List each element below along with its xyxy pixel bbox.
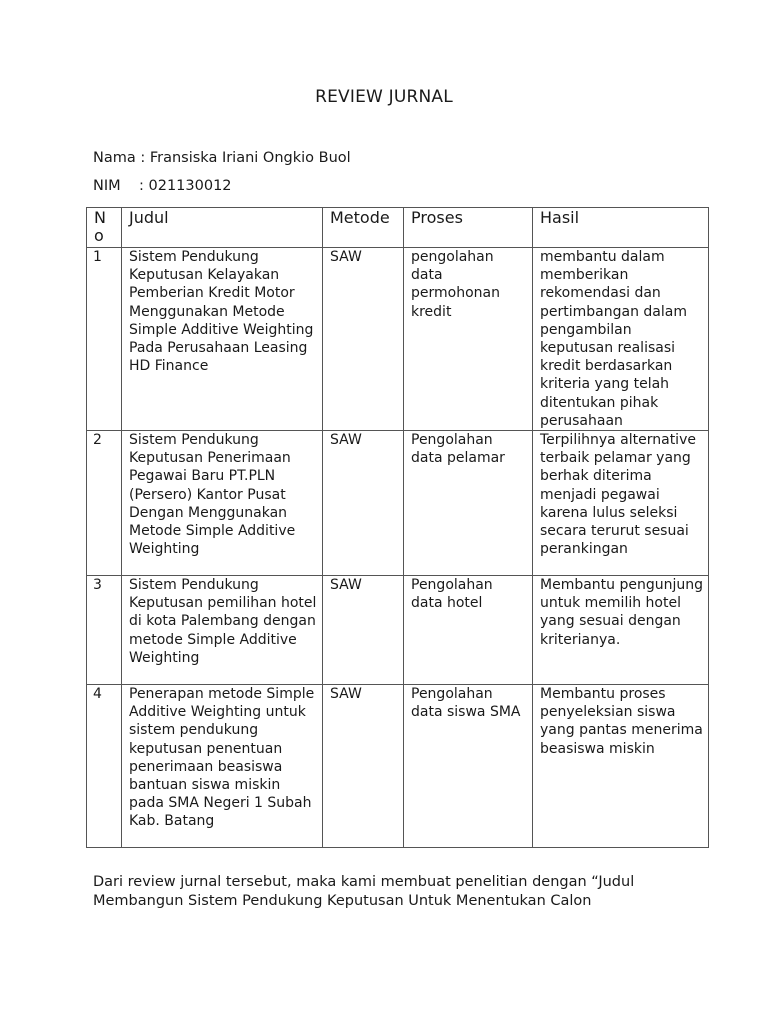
table-row [87, 685, 709, 848]
cell-judul: Sistem Pendukung Keputusan Kelayakan Pemberian Kredit Motor Menggunakan Metode Simple Additive Weighting Pada Perusahaan Leasing HD Finance [122, 248, 323, 431]
cell-no: 3 [87, 576, 122, 685]
cell-metode: SAW [323, 248, 404, 431]
table-row [87, 431, 709, 576]
closing-paragraph: Dari review jurnal tersebut, maka kami membuat penelitian dengan “Judul Membangun Sistem Pendukung Keputusan Untuk Menentukan Calon [93, 874, 635, 909]
header-judul: Judul [122, 208, 323, 248]
cell-metode: SAW [323, 431, 404, 576]
cell-hasil: Terpilihnya alternative terbaik pelamar yang berhak diterima menjadi pegawai karena lulus seleksi secara terurut sesuai perankingan [533, 431, 709, 576]
header-metode: Metode [323, 208, 404, 248]
cell-no: 4 [87, 685, 122, 848]
header-hasil: Hasil [533, 208, 709, 248]
cell-proses: pengolahan data permohonan kredit [404, 248, 533, 431]
student-name: Nama : Fransiska Iriani Ongkio Buol [93, 150, 351, 166]
cell-no: 1 [87, 248, 122, 431]
cell-judul: Penerapan metode Simple Additive Weighting untuk sistem pendukung keputusan penentuan penerimaan beasiswa bantuan siswa miskin pada SMA Negeri 1 Subah Kab. Batang [122, 685, 323, 848]
cell-no: 2 [87, 431, 122, 576]
document-title: REVIEW JURNAL [315, 87, 453, 107]
review-table [86, 207, 709, 848]
table-row [87, 248, 709, 431]
nim-value: : 021130012 [139, 178, 232, 194]
table-header-row [87, 208, 709, 248]
cell-judul: Sistem Pendukung Keputusan pemilihan hotel di kota Palembang dengan metode Simple Additive Weighting [122, 576, 323, 685]
cell-hasil: Membantu proses penyeleksian siswa yang pantas menerima beasiswa miskin [533, 685, 709, 848]
student-nim [93, 178, 232, 194]
cell-hasil: Membantu pengunjung untuk memilih hotel yang sesuai dengan kriterianya. [533, 576, 709, 685]
cell-metode: SAW [323, 685, 404, 848]
cell-judul: Sistem Pendukung Keputusan Penerimaan Pegawai Baru PT.PLN (Persero) Kantor Pusat Dengan Menggunakan Metode Simple Additive Weighting [122, 431, 323, 576]
header-proses: Proses [404, 208, 533, 248]
cell-metode: SAW [323, 576, 404, 685]
cell-hasil: membantu dalam memberikan rekomendasi dan pertimbangan dalam pengambilan keputusan realisasi kredit berdasarkan kriteria yang telah ditentukan pihak perusahaan [533, 248, 709, 431]
cell-proses: Pengolahan data siswa SMA [404, 685, 533, 848]
cell-proses: Pengolahan data pelamar [404, 431, 533, 576]
header-no: No [87, 208, 122, 248]
cell-proses: Pengolahan data hotel [404, 576, 533, 685]
nim-label: NIM [93, 178, 121, 194]
table-row [87, 576, 709, 685]
